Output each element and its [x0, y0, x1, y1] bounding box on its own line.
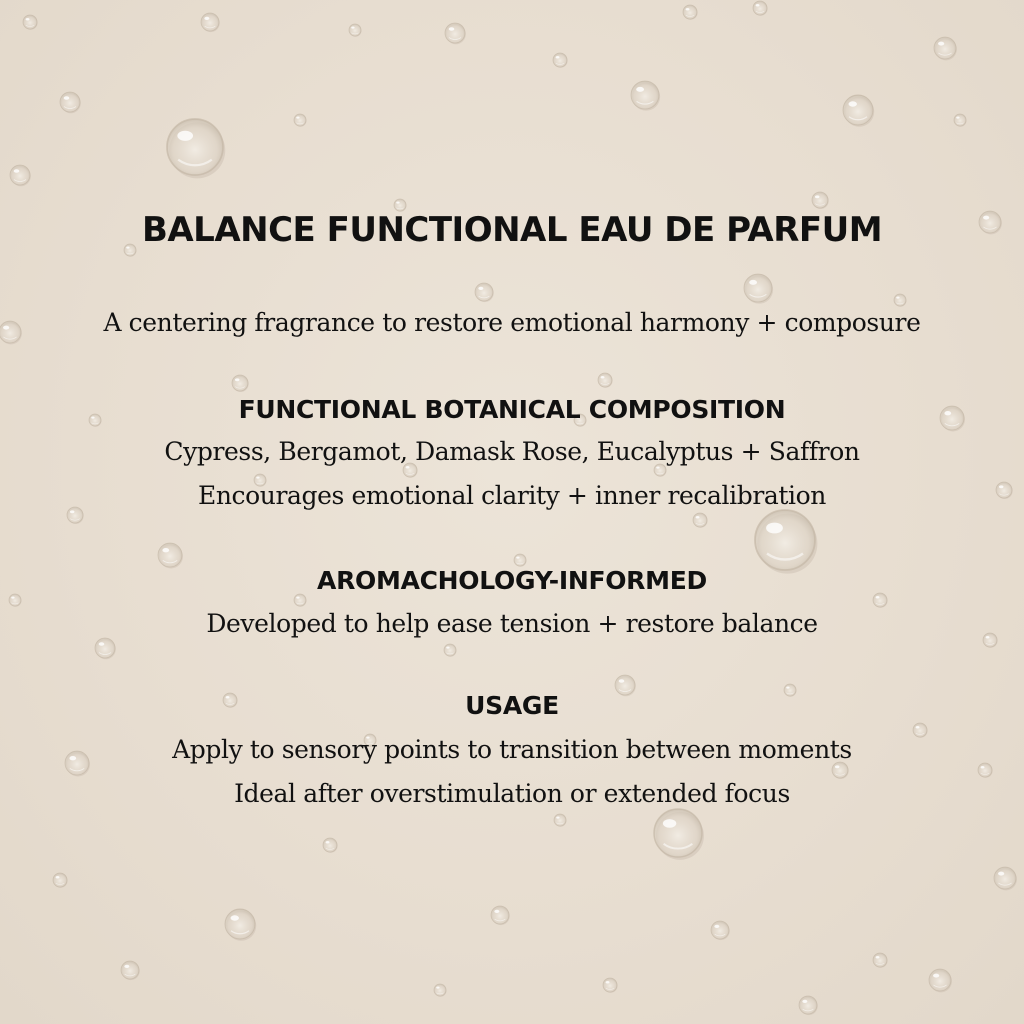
product-title: BALANCE FUNCTIONAL EAU DE PARFUM — [141, 210, 883, 250]
usage-instruction: Apply to sensory points to transition between moments — [172, 735, 852, 764]
product-tagline: A centering fragrance to restore emotional harmony + composure — [103, 308, 921, 337]
section-heading-usage: USAGE — [465, 691, 559, 720]
composition-benefit: Encourages emotional clarity + inner recalibration — [198, 481, 826, 510]
section-heading-aromachology: AROMACHOLOGY-INFORMED — [317, 566, 707, 595]
composition-ingredients: Cypress, Bergamot, Damask Rose, Eucalyptus + Saffron — [164, 437, 860, 466]
section-heading-composition: FUNCTIONAL BOTANICAL COMPOSITION — [238, 395, 786, 424]
aromachology-description: Developed to help ease tension + restore balance — [206, 609, 818, 638]
usage-recommendation: Ideal after overstimulation or extended focus — [234, 779, 790, 808]
